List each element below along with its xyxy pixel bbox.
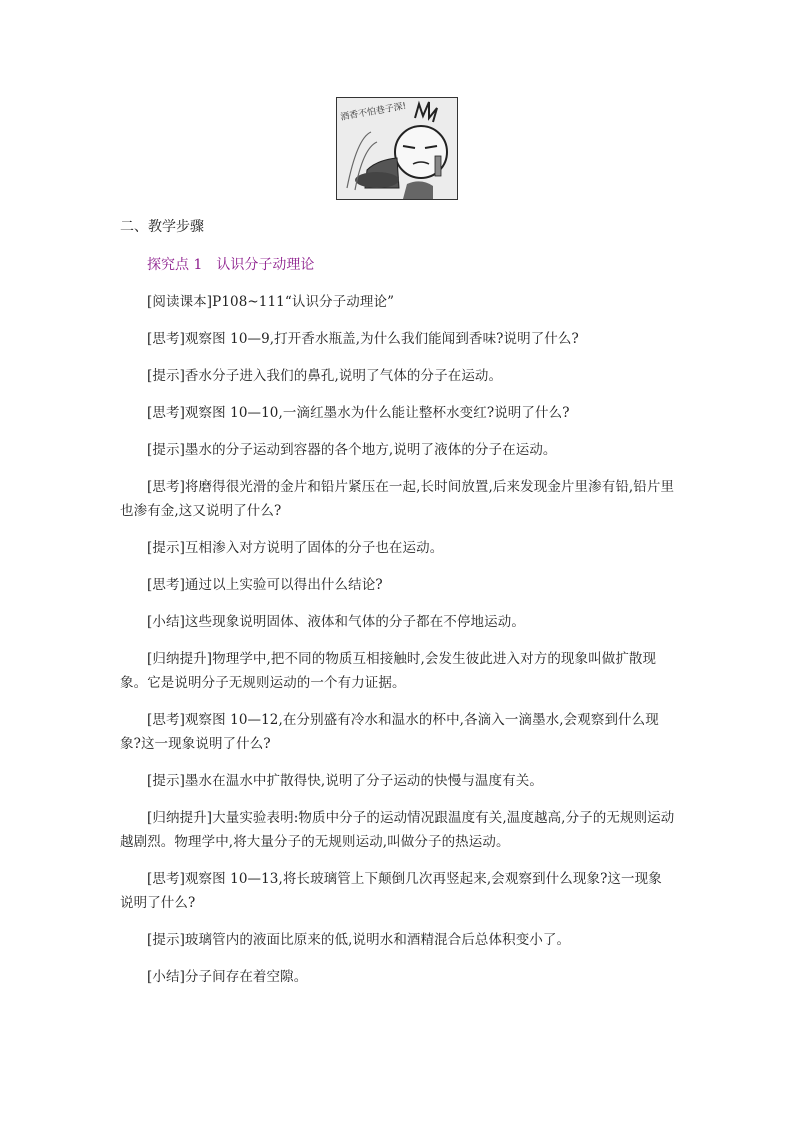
paragraph-hint-3: [提示]互相渗入对方说明了固体的分子也在运动。 <box>147 540 444 556</box>
cartoon-illustration <box>336 97 458 200</box>
paragraph-think-4: [思考]通过以上实验可以得出什么结论? <box>147 577 383 593</box>
inquiry-point-label: 探究点 1 <box>147 257 203 273</box>
paragraph-induction-1: [归纳提升]物理学中,把不同的物质互相接触时,会发生彼此进入对方的现象叫做扩散现象。它是说明分子无规则运动的一个有力证据。 <box>120 651 657 691</box>
paragraph-think-3: [思考]将磨得很光滑的金片和铅片紧压在一起,长时间放置,后来发现金片里渗有铅,铅片里也渗有金,这又说明了什么? <box>120 479 675 519</box>
paragraph-summary-1: [小结]这些现象说明固体、液体和气体的分子都在不停地运动。 <box>147 614 525 630</box>
paragraph-hint-1: [提示]香水分子进入我们的鼻孔,说明了气体的分子在运动。 <box>147 368 503 384</box>
inquiry-point-title: 认识分子动理论 <box>216 257 315 273</box>
paragraph-think-6: [思考]观察图 10—13,将长玻璃管上下颠倒几次再竖起来,会观察到什么现象?这一现象说明了什么? <box>120 871 662 911</box>
paragraph-think-2: [思考]观察图 10—10,一滴红墨水为什么能让整杯水变红?说明了什么? <box>147 405 570 421</box>
section-title: 二、教学步骤 <box>120 219 204 235</box>
paragraph-hint-5: [提示]玻璃管内的液面比原来的低,说明水和酒精混合后总体积变小了。 <box>147 932 571 948</box>
inquiry-point-heading <box>147 254 314 274</box>
paragraph-think-5: [思考]观察图 10—12,在分别盛有冷水和温水的杯中,各滴入一滴墨水,会观察到什么现象?这一现象说明了什么? <box>120 712 659 752</box>
paragraph-summary-2: [小结]分子间存在着空隙。 <box>147 969 308 985</box>
paragraph-reading: [阅读课本]P108~111“认识分子动理论” <box>147 294 395 310</box>
cartoon-caption: 酒香不怕巷子深! <box>339 101 408 123</box>
paragraph-hint-4: [提示]墨水在温水中扩散得快,说明了分子运动的快慢与温度有关。 <box>147 773 543 789</box>
paragraph-induction-2: [归纳提升]大量实验表明:物质中分子的运动情况跟温度有关,温度越高,分子的无规则运动越剧烈。物理学中,将大量分子的无规则运动,叫做分子的热运动。 <box>120 810 675 850</box>
paragraph-think-1: [思考]观察图 10—9,打开香水瓶盖,为什么我们能闻到香味?说明了什么? <box>147 331 579 347</box>
paragraph-hint-2: [提示]墨水的分子运动到容器的各个地方,说明了液体的分子在运动。 <box>147 442 557 458</box>
cartoon-onion-character-icon <box>337 98 457 199</box>
